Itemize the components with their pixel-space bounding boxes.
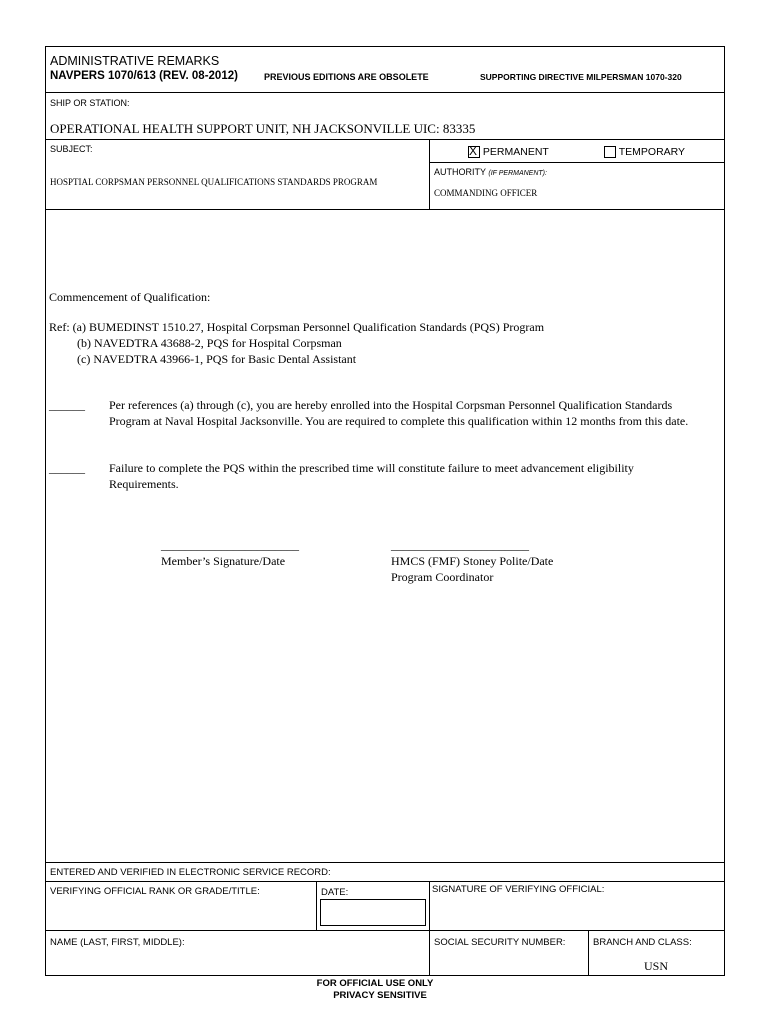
branch-value[interactable]: USN bbox=[644, 959, 669, 973]
reference-b: (b) NAVEDTRA 43688-2, PQS for Hospital Corpsman bbox=[77, 336, 342, 350]
initial-blank[interactable]: ______ bbox=[49, 461, 85, 475]
temporary-label: TEMPORARY bbox=[618, 146, 686, 158]
member-signature-label: Member’s Signature/Date bbox=[161, 554, 286, 568]
initial-blank[interactable]: ______ bbox=[49, 398, 85, 412]
divider bbox=[429, 162, 725, 163]
divider bbox=[316, 881, 317, 930]
date-label: DATE: bbox=[321, 887, 349, 898]
divider bbox=[588, 930, 589, 976]
reference-c: (c) NAVEDTRA 43966-1, PQS for Basic Dental Assistant bbox=[77, 352, 357, 366]
divider bbox=[45, 881, 725, 882]
paragraph-1-line-2: Program at Naval Hospital Jacksonville. You are required to complete this qualification within 12 months from this date. bbox=[109, 414, 689, 428]
privacy-marking: PRIVACY SENSITIVE bbox=[333, 990, 427, 1001]
divider bbox=[429, 930, 430, 976]
obsolete-note: PREVIOUS EDITIONS ARE OBSOLETE bbox=[264, 72, 429, 82]
ship-label: SHIP OR STATION: bbox=[50, 98, 130, 108]
verifying-rank-label: VERIFYING OFFICIAL RANK OR GRADE/TITLE: bbox=[50, 886, 260, 897]
date-field[interactable] bbox=[320, 899, 426, 926]
divider bbox=[45, 92, 725, 93]
permanent-option[interactable] bbox=[468, 146, 549, 158]
ssn-label: SOCIAL SECURITY NUMBER: bbox=[434, 937, 566, 948]
permanent-label: PERMANENT bbox=[482, 146, 549, 158]
form-title: ADMINISTRATIVE REMARKS bbox=[50, 54, 220, 68]
coordinator-signature-label: HMCS (FMF) Stoney Polite/Date bbox=[391, 554, 554, 568]
divider bbox=[429, 881, 430, 930]
coordinator-signature-line[interactable]: _______________________ bbox=[391, 538, 529, 552]
body-heading: Commencement of Qualification: bbox=[49, 290, 211, 304]
divider bbox=[45, 209, 725, 210]
fouo-marking: FOR OFFICIAL USE ONLY bbox=[316, 978, 434, 989]
authority-value[interactable]: COMMANDING OFFICER bbox=[434, 188, 538, 198]
divider bbox=[45, 862, 725, 863]
temporary-option[interactable] bbox=[604, 146, 685, 158]
subject-label: SUBJECT: bbox=[50, 144, 93, 154]
supporting-directive: SUPPORTING DIRECTIVE MILPERSMAN 1070-320 bbox=[480, 72, 682, 82]
subject-value[interactable]: HOSPTIAL CORPSMAN PERSONNEL QUALIFICATIONS STANDARDS PROGRAM bbox=[50, 177, 378, 187]
branch-label: BRANCH AND CLASS: bbox=[593, 937, 692, 948]
paragraph-1-line-1: Per references (a) through (c), you are hereby enrolled into the Hospital Corpsman Personnel Qualification Standards bbox=[109, 398, 673, 412]
temporary-checkbox[interactable] bbox=[604, 146, 616, 158]
divider bbox=[45, 139, 725, 140]
authority-label: AUTHORITY (IF PERMANENT): bbox=[434, 167, 547, 177]
divider bbox=[45, 930, 725, 931]
permanent-checkbox[interactable]: X bbox=[468, 146, 480, 158]
ship-value[interactable]: OPERATIONAL HEALTH SUPPORT UNIT, NH JACKSONVILLE UIC: 83335 bbox=[50, 121, 476, 136]
form-number: NAVPERS 1070/613 (REV. 08-2012) bbox=[50, 70, 238, 82]
paragraph-2-line-1: Failure to complete the PQS within the prescribed time will constitute failure to meet advancement eligibility bbox=[109, 461, 634, 475]
reference-a: Ref: (a) BUMEDINST 1510.27, Hospital Corpsman Personnel Qualification Standards (PQS) Program bbox=[49, 320, 545, 334]
divider bbox=[429, 139, 430, 209]
coordinator-title: Program Coordinator bbox=[391, 570, 494, 584]
member-signature-line[interactable]: _______________________ bbox=[161, 538, 299, 552]
name-label: NAME (LAST, FIRST, MIDDLE): bbox=[50, 937, 185, 948]
entered-label: ENTERED AND VERIFIED IN ELECTRONIC SERVICE RECORD: bbox=[50, 867, 331, 878]
signature-label: SIGNATURE OF VERIFYING OFFICIAL: bbox=[432, 884, 605, 895]
paragraph-2-line-2: Requirements. bbox=[109, 477, 179, 491]
